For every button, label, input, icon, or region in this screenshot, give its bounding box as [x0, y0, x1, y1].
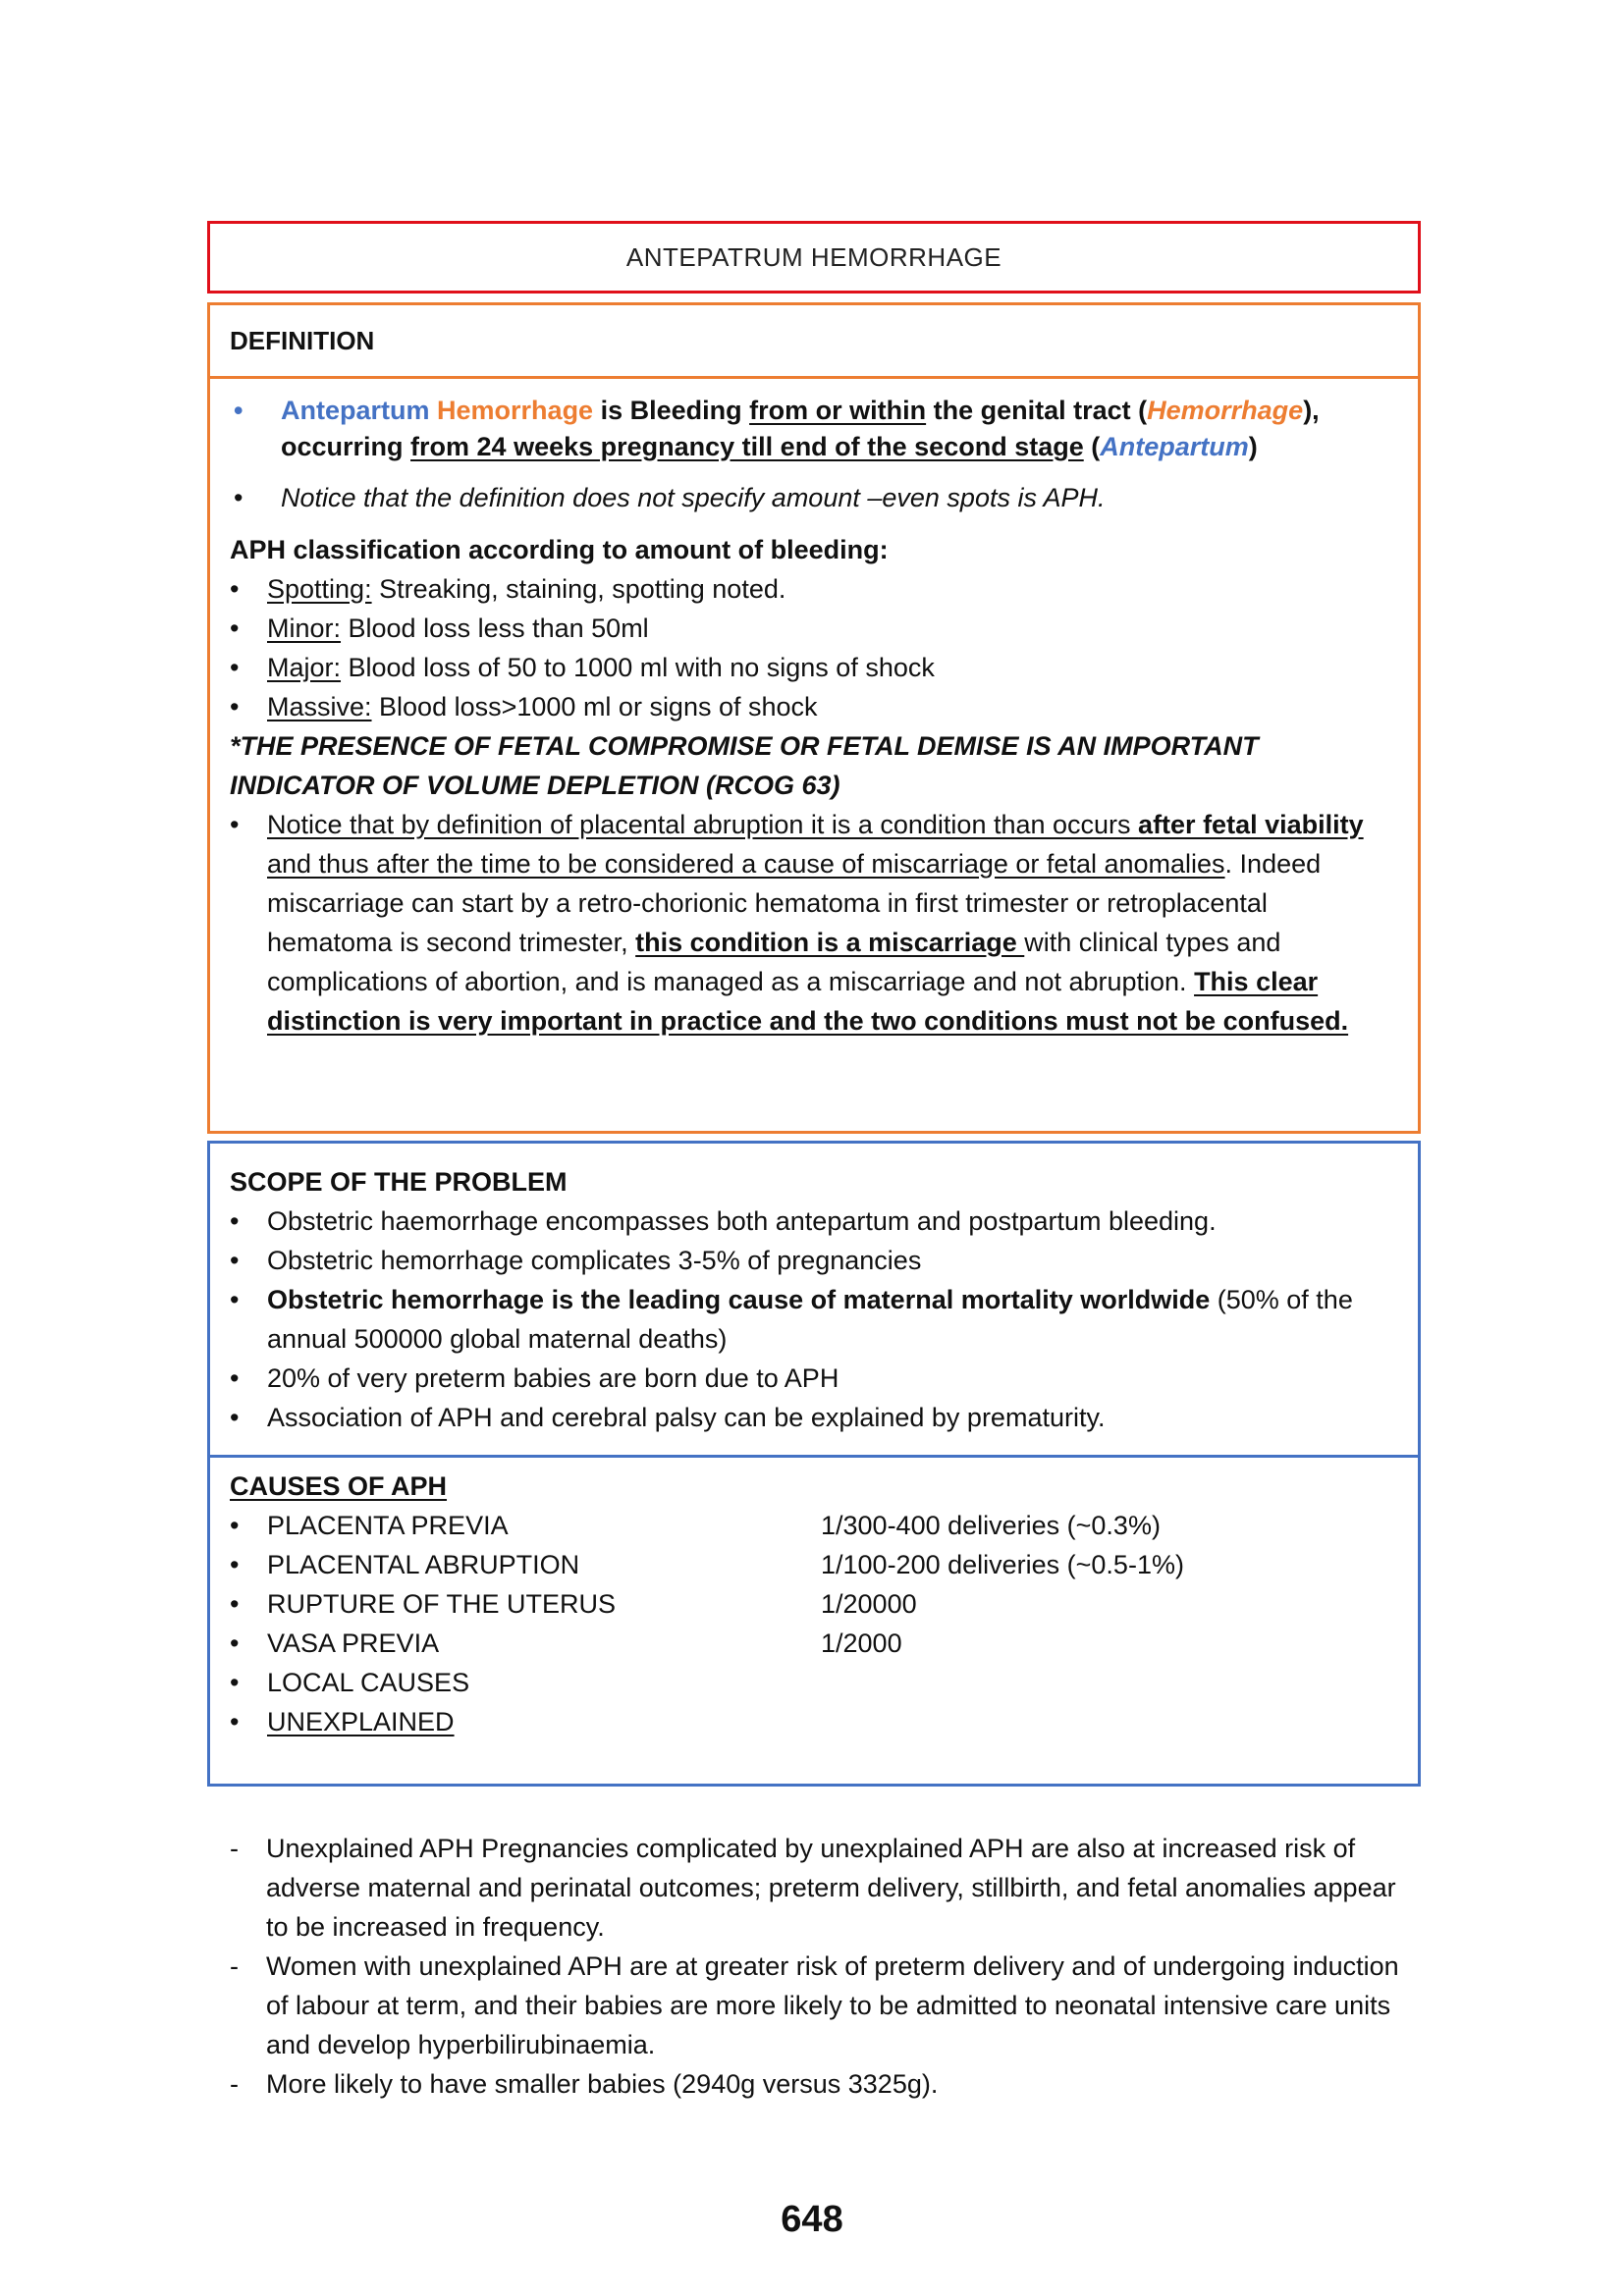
scope-item — [230, 1241, 1398, 1280]
text: Obstetric haemorrhage encompasses both antepartum and postpartum bleeding. — [267, 1206, 1217, 1236]
text: this condition is a miscarriage — [635, 927, 1025, 957]
text: Antepartum — [1100, 431, 1249, 461]
scope-causes-section — [207, 1141, 1421, 1787]
cause-name: PLACENTA PREVIA — [267, 1511, 509, 1540]
bullet-icon: • — [230, 613, 240, 643]
cause-row — [230, 1702, 1398, 1741]
bullet-icon: • — [230, 1363, 240, 1393]
abruption-notice — [230, 805, 1398, 1041]
title-box — [207, 221, 1421, 294]
cause-row — [230, 1624, 1398, 1663]
text: Obstetric hemorrhage complicates 3-5% of pregnancies — [267, 1246, 922, 1275]
cause-rate: 1/300-400 deliveries (~0.3%) — [821, 1511, 1161, 1540]
cause-row — [230, 1663, 1398, 1702]
cause-name: VASA PREVIA — [267, 1629, 440, 1658]
bullet-icon: • — [234, 396, 244, 425]
text: Women with unexplained APH are at greater risk of preterm delivery and of undergoing induction of labour at term, and their babies are more likely to be admitted to neonatal intensive care units and develop hyperbilirubinaemia. — [266, 1951, 1399, 2059]
text: with clinical types and complications of abortion, and is managed as a miscarriage and not abruption. — [267, 927, 1281, 996]
text: Streaking, staining, spotting noted. — [371, 573, 786, 604]
text: ) — [1248, 431, 1258, 461]
cause-name: LOCAL CAUSES — [267, 1668, 470, 1697]
note-item — [230, 1947, 1418, 2064]
text: ( — [1083, 431, 1101, 461]
bullet-icon: • — [230, 1285, 240, 1314]
page-title: ANTEPATRUM HEMORRHAGE — [625, 241, 1002, 272]
bullet-icon: • — [230, 1550, 240, 1579]
text: Notice that by definition of placental abruption it is a condition than occurs — [267, 809, 1139, 839]
text: Notice that the definition does not specify amount –even spots is APH. — [281, 483, 1106, 512]
bullet-icon: • — [230, 1707, 240, 1736]
text: Association of APH and cerebral palsy can be explained by prematurity. — [267, 1403, 1106, 1432]
text: Hemorrhage — [1147, 396, 1304, 425]
bullet-icon: • — [230, 691, 240, 721]
definition-section — [207, 302, 1421, 1134]
bullet-icon: • — [230, 1589, 240, 1619]
dash-icon: - — [230, 1951, 239, 1981]
text: (50% of the annual 500000 global maternal deaths) — [267, 1285, 1353, 1354]
bullet-icon: • — [234, 483, 244, 512]
text: Massive: — [267, 691, 372, 721]
text: . Indeed miscarriage can start by a retro-chorionic hematoma in first trimester or retroplacental hematoma is second trimester, — [267, 848, 1322, 957]
text: 20% of very preterm babies are born due to APH — [267, 1363, 839, 1393]
note-item — [230, 2064, 1418, 2104]
text: is Bleeding — [593, 396, 750, 425]
cause-row — [230, 1545, 1398, 1584]
bullet-icon: • — [230, 1403, 240, 1432]
notes-list — [230, 1829, 1418, 2104]
classification-item — [230, 609, 1398, 648]
classification-item — [230, 648, 1398, 687]
cause-rate: 1/100-200 deliveries (~0.5-1%) — [821, 1550, 1184, 1579]
cause-name: UNEXPLAINED — [267, 1707, 455, 1736]
text: Blood loss of 50 to 1000 ml with no signs of shock — [341, 652, 935, 682]
classification-item — [230, 569, 1398, 609]
bullet-icon: • — [230, 1629, 240, 1658]
scope-item — [230, 1201, 1398, 1241]
note-item — [230, 1829, 1418, 1947]
causes-heading: CAUSES OF APH — [230, 1471, 448, 1501]
text: Major: — [267, 652, 342, 682]
text: from 24 weeks pregnancy till end of the second stage — [410, 431, 1084, 461]
definition-item — [230, 393, 1398, 464]
text: Minor: — [267, 613, 342, 643]
bullet-icon: • — [230, 652, 240, 682]
text: the genital tract ( — [926, 396, 1148, 425]
definition-heading: DEFINITION — [210, 305, 1418, 379]
bullet-icon: • — [230, 573, 240, 604]
scope-item — [230, 1359, 1398, 1398]
text: Spotting: — [267, 573, 372, 604]
bullet-icon: • — [230, 809, 240, 839]
text: Unexplained APH Pregnancies complicated by unexplained APH are also at increased risk of adverse maternal and perinatal outcomes; preterm delivery, stillbirth, and fetal anomalies appear to be increased in frequency. — [266, 1834, 1396, 1942]
text: ), occurring — [281, 396, 1320, 461]
text: Blood loss less than 50ml — [341, 613, 649, 643]
term-antepartum: Antepartum — [281, 396, 430, 425]
bullet-icon: • — [230, 1246, 240, 1275]
cause-row — [230, 1584, 1398, 1624]
bullet-icon: • — [230, 1511, 240, 1540]
text: Blood loss>1000 ml or signs of shock — [371, 691, 818, 721]
cause-rate: 1/20000 — [821, 1589, 917, 1619]
text: from or within — [749, 396, 927, 425]
dash-icon: - — [230, 2069, 239, 2099]
text: More likely to have smaller babies (2940g versus 3325g). — [266, 2069, 939, 2099]
classification-item — [230, 687, 1398, 726]
causes-section — [210, 1458, 1418, 1741]
scope-item — [230, 1280, 1398, 1359]
dash-icon: - — [230, 1834, 239, 1863]
bullet-icon: • — [230, 1206, 240, 1236]
cause-name: RUPTURE OF THE UTERUS — [267, 1589, 617, 1619]
page-number: 648 — [781, 2199, 843, 2240]
text: Obstetric hemorrhage is the leading cause of maternal mortality worldwide — [267, 1285, 1211, 1314]
scope-item — [230, 1398, 1398, 1437]
definition-note — [230, 480, 1398, 516]
warning-note: *THE PRESENCE OF FETAL COMPROMISE OR FETAL DEMISE IS AN IMPORTANT INDICATOR OF VOLUME DEPLETION (RCOG 63) — [230, 730, 1259, 800]
cause-row — [230, 1506, 1398, 1545]
text: and thus after the time to be considered a cause of miscarriage or fetal anomalies — [267, 848, 1225, 879]
text: after fetal viability — [1138, 809, 1364, 839]
classification-heading: APH classification according to amount of bleeding: — [230, 534, 889, 564]
scope-heading: SCOPE OF THE PROBLEM — [230, 1167, 568, 1197]
scope-section — [210, 1144, 1418, 1458]
cause-name: PLACENTAL ABRUPTION — [267, 1550, 580, 1579]
term-hemorrhage: Hemorrhage — [437, 396, 594, 425]
text: This clear distinction is very important in practice and the two conditions must not be confused. — [267, 966, 1349, 1036]
bullet-icon: • — [230, 1668, 240, 1697]
cause-rate: 1/2000 — [821, 1629, 902, 1658]
